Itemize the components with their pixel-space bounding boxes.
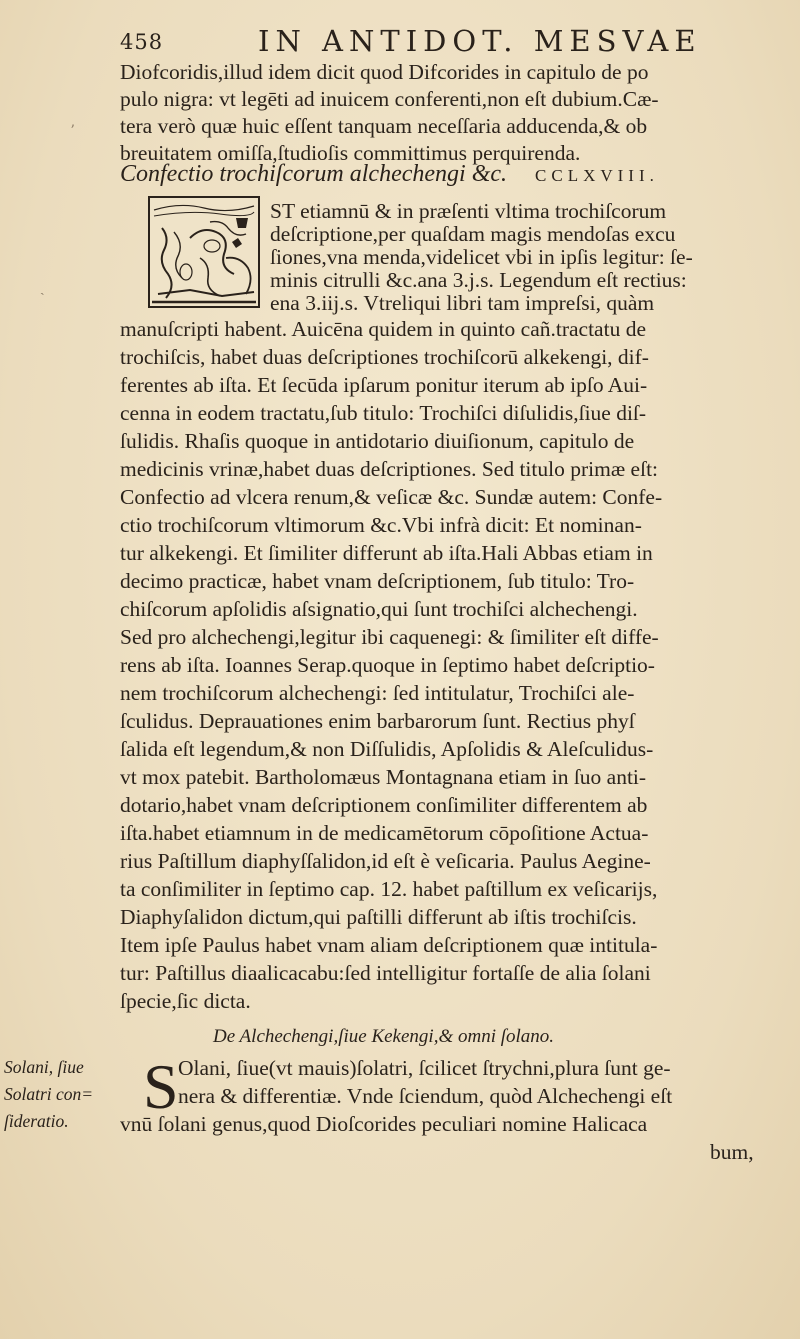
text-line: ctio trochiſcorum vltimorum &c.Vbi infrà dicit: Et nominan- [120, 513, 642, 537]
drop-cap-S: S [143, 1051, 179, 1122]
text-line: tur: Paſtillus diaalicacabu:ſed intelligitur fortaſſe de alia ſolani [120, 961, 651, 985]
decorated-initial-woodcut [148, 196, 260, 308]
text-line: vt mox patebit. Bartholomæus Montagnana etiam in ſuo anti- [120, 765, 647, 789]
text-line: Confectio ad vlcera renum,& veſicæ &c. Sundæ autem: Confe- [120, 485, 663, 509]
text-line: vnū ſolani genus,quod Dioſcorides peculiari nomine Halicaca [120, 1112, 648, 1136]
text-line: nem trochiſcorum alchechengi: ſed intitulatur, Trochiſci ale- [120, 681, 635, 705]
text-line: cenna in eodem tractatu,ſub titulo: Trochiſci diſulidis,ſiue diſ- [120, 401, 647, 425]
text-line: breuitatem omiſſa,ſtudioſis committimus perquirenda. [120, 141, 581, 165]
text-line: chiſcorum apſolidis aſsignatio,qui ſunt trochiſci alchechengi. [120, 597, 638, 621]
text-line: medicinis vrinæ,habet duas deſcriptiones. Sed titulo primæ eſt: [120, 457, 659, 481]
margin-mark: ˎ [40, 280, 45, 296]
text-line: ſiones,vna menda,videlicet vbi in ipſis legitur: ſe- [270, 245, 693, 269]
page-number: 458 [120, 30, 164, 54]
marginal-note-line: Solatri con= [4, 1084, 94, 1104]
marginal-note-line: Solani, ſiue [4, 1057, 84, 1077]
text-line: iſta.habet etiamnum in de medicamētorum cōpoſitione Actua- [120, 821, 649, 845]
woodcut-illustration [150, 198, 258, 306]
text-line: ta conſimiliter in ſeptimo cap. 12. habet paſtillum ex veſicarijs, [120, 877, 658, 901]
text-line: tur alkekengi. Et ſimiliter differunt ab iſta.Hali Abbas etiam in [120, 541, 653, 565]
marginal-note [4, 1054, 124, 1135]
text-line: Item ipſe Paulus habet vnam aliam deſcriptionem quæ intitula- [120, 933, 658, 957]
text-line: decimo practicæ, habet vnam deſcriptionem, ſub titulo: Tro- [120, 569, 635, 593]
text-line: ſpecie,ſic dicta. [120, 989, 251, 1013]
text-line: bum, [710, 1140, 754, 1164]
text-line: ſalida eſt legendum,& non Diſſulidis, Apſolidis & Aleſculidus- [120, 737, 654, 761]
text-line: ſculidus. Deprauationes enim barbarorum ſunt. Rectius phyſ [120, 709, 635, 733]
text-line: tera verò quæ huic eſſent tanquam neceſſaria adducenda,& ob [120, 114, 648, 138]
marginal-note-line: ſideratio. [4, 1111, 69, 1131]
text-line: minis citrulli &c.ana 3.j.s. Legendum eſt rectius: [270, 268, 687, 292]
text-line: pulo nigra: vt legēti ad inuicem conferenti,non eſt dubium.Cæ- [120, 87, 659, 111]
text-line: ST etiamnū & in præſenti vltima trochiſcorum [270, 199, 667, 223]
section-heading [120, 161, 659, 188]
text-line: dotario,habet vnam deſcriptionem conſimiliter differentem ab [120, 793, 648, 817]
text-line: Diaphyſalidon dictum,qui paſtilli differunt ab iſtis trochiſcis. [120, 905, 637, 929]
text-line: manuſcripti habent. Auicēna quidem in quinto cañ.tractatu de [120, 317, 646, 341]
text-line: Olani, ſiue(vt mauis)ſolatri, ſcilicet ſtrychni,plura ſunt ge- [178, 1056, 671, 1080]
text-line: rius Paſtillum diaphyſſalidon,id eſt è veſicaria. Paulus Aegine- [120, 849, 651, 873]
margin-mark: ʼ [70, 123, 75, 139]
running-title: IN ANTIDOT. MESVAE [258, 24, 702, 58]
text-line: rens ab iſta. Ioannes Serap.quoque in ſeptimo habet deſcriptio- [120, 653, 655, 677]
text-line: nera & differentiæ. Vnde ſciendum, quòd Alchechengi eſt [178, 1084, 673, 1108]
text-line: Diofcoridis,illud idem dicit quod Difcorides in capitulo de po [120, 60, 649, 84]
subsection-heading: De Alchechengi,ſiue Kekengi,& omni ſolano. [213, 1026, 555, 1047]
text-line: ena 3.iij.s. Vtreliqui libri tam impreſsi, quàm [270, 291, 655, 315]
page-header [0, 18, 800, 58]
text-line: ſulidis. Rhaſis quoque in antidotario diuiſionum, capitulo de [120, 429, 635, 453]
text-line: trochiſcis, habet duas deſcriptiones trochiſcorū alkekengi, dif- [120, 345, 649, 369]
text-line: Sed pro alchechengi,legitur ibi caquenegi: & ſimiliter eſt diffe- [120, 625, 659, 649]
text-line: deſcriptione,per quaſdam magis mendoſas excu [270, 222, 676, 246]
text-line: ferentes ab iſta. Et ſecūda ipſarum ponitur iterum ab ipſo Aui- [120, 373, 648, 397]
section-heading-title: Confectio trochiſcorum alchechengi &c. [120, 161, 508, 187]
section-heading-number: CCLXVIII. [535, 166, 659, 185]
